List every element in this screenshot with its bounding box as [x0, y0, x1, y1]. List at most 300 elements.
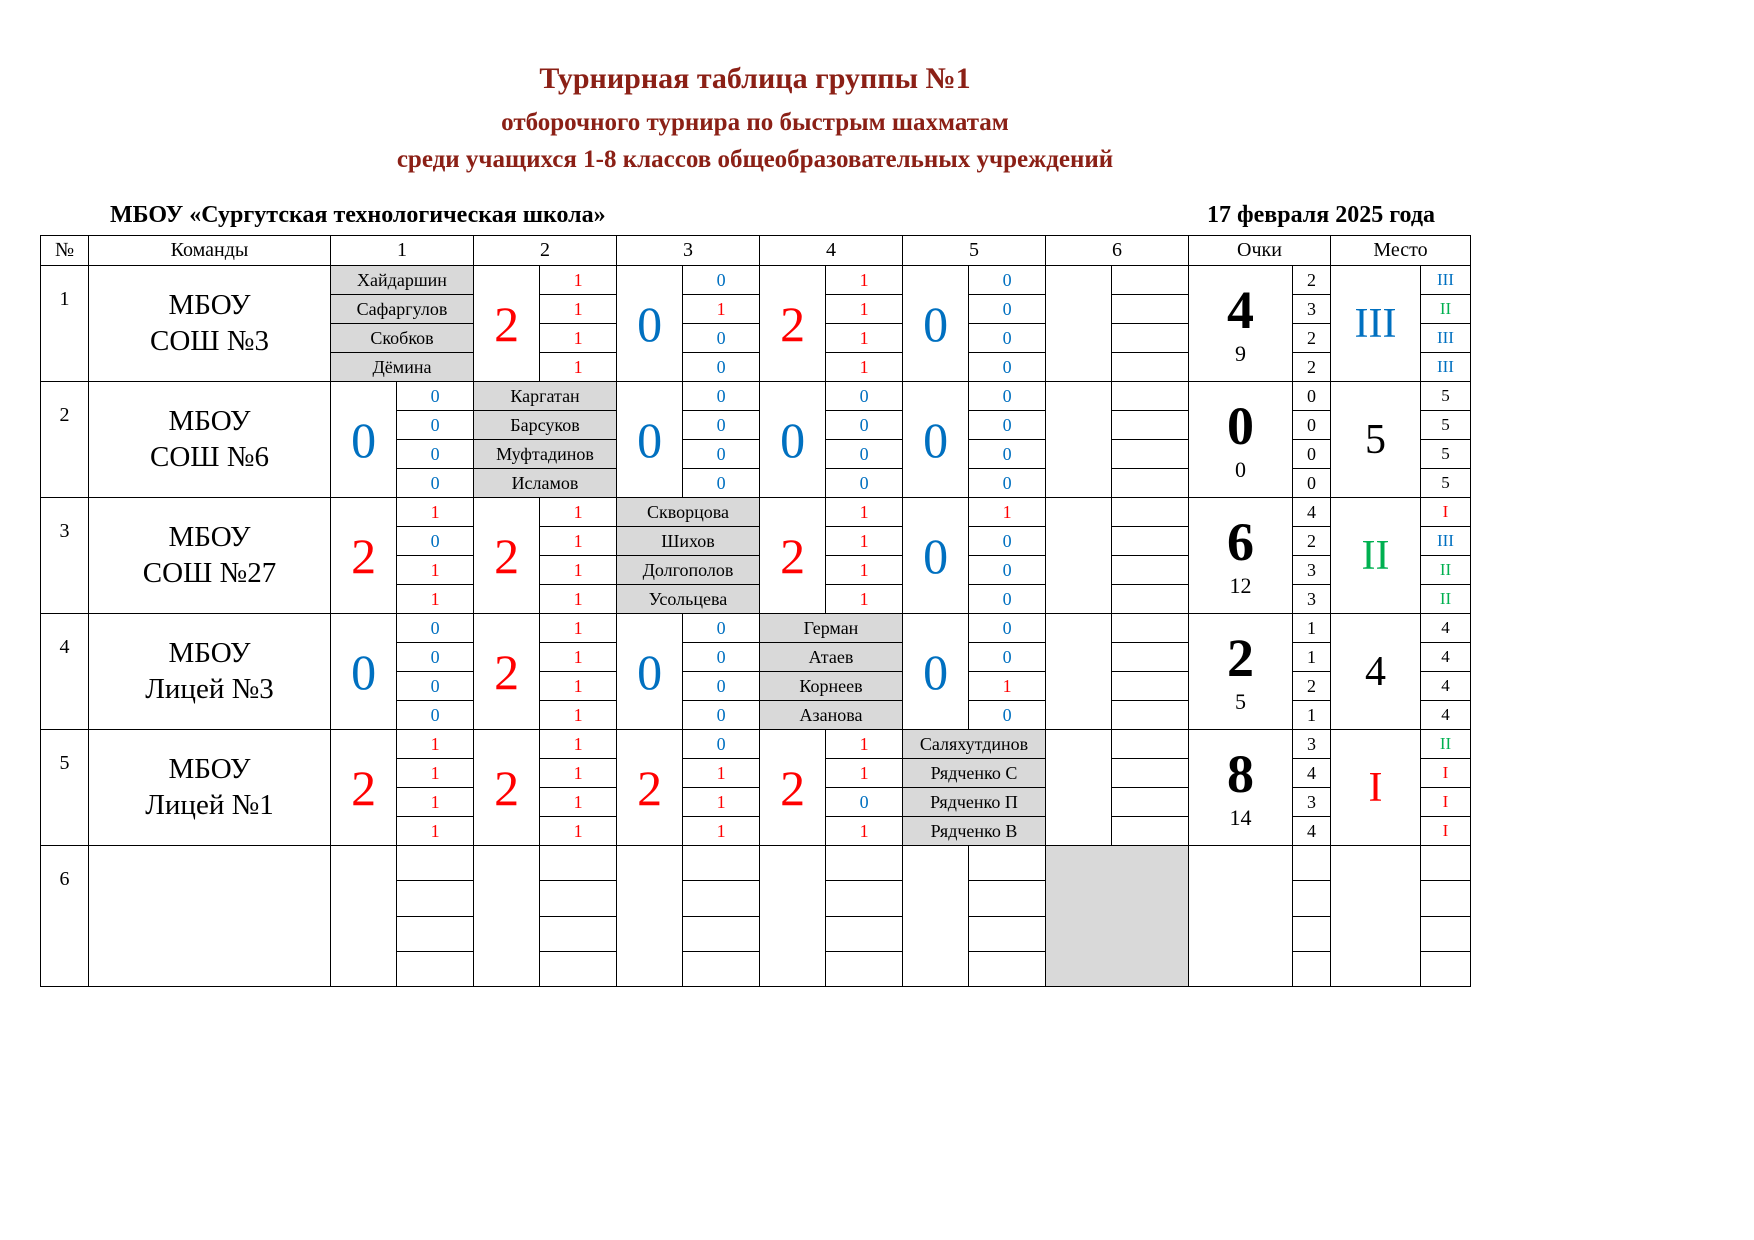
game-score: 0	[969, 527, 1045, 556]
player-name: Саляхутдинов	[903, 730, 1045, 759]
col-header-round-4: 4	[760, 236, 903, 266]
players-cell	[1046, 846, 1188, 986]
game-score: 1	[540, 672, 616, 701]
match-cell	[760, 730, 902, 845]
players-cell	[903, 730, 1045, 845]
team-name-line: СОШ №3	[150, 324, 269, 357]
match-total-score	[1046, 382, 1111, 497]
match-game-scores	[968, 614, 1045, 729]
team-row	[41, 614, 1471, 730]
match-total-score: 0	[780, 411, 806, 468]
game-score	[1112, 353, 1188, 381]
player-points: 1	[1293, 643, 1330, 672]
place-total: 4	[1364, 648, 1386, 695]
player-name: Азанова	[760, 701, 902, 729]
players-cell	[474, 382, 616, 497]
match-game-scores	[825, 498, 902, 613]
points-wrap	[1189, 382, 1330, 497]
player-points: 3	[1293, 556, 1330, 585]
team-number: 3	[59, 520, 70, 542]
match-cell	[331, 846, 473, 986]
points-total: 8	[1226, 743, 1254, 804]
game-score: 1	[826, 527, 902, 556]
match-game-scores	[968, 846, 1045, 986]
team-name-line: СОШ №6	[150, 440, 269, 473]
player-name: Рядченко С	[903, 759, 1045, 788]
match-total-score: 2	[351, 527, 377, 584]
points-total: 2	[1226, 627, 1254, 688]
place-cell	[1331, 498, 1471, 614]
team-row	[41, 382, 1471, 498]
team-number-cell	[41, 730, 89, 846]
place-per-player	[1420, 730, 1470, 845]
team-row	[41, 498, 1471, 614]
match-game-scores	[396, 730, 473, 845]
match-total-score	[474, 846, 539, 986]
player-points: 3	[1293, 730, 1330, 759]
player-place: II	[1439, 589, 1452, 608]
game-score: 0	[969, 440, 1045, 469]
player-name: Дёмина	[331, 353, 473, 381]
round-cell	[760, 730, 903, 846]
player-place: I	[1421, 759, 1470, 788]
match-cell	[1046, 266, 1188, 381]
team-number: 2	[59, 404, 70, 426]
points-sum: 14	[1229, 804, 1252, 830]
match-total-score: 2	[494, 295, 520, 352]
player-name: Рядченко П	[903, 788, 1045, 817]
match-cell	[903, 266, 1045, 381]
match-cell	[903, 498, 1045, 613]
round-cell	[331, 730, 474, 846]
match-cell	[1046, 382, 1188, 497]
game-score: 0	[397, 527, 473, 556]
game-score: 1	[397, 498, 473, 527]
place-wrap	[1331, 846, 1470, 986]
game-score	[969, 846, 1045, 881]
school-name: МБОУ «Сургутская технологическая школа»	[110, 202, 606, 228]
player-name: Хайдаршин	[331, 266, 473, 295]
team-name-line: МБОУ	[168, 637, 251, 670]
col-header-round-5: 5	[903, 236, 1046, 266]
round-cell	[474, 730, 617, 846]
player-place	[1421, 846, 1470, 881]
match-game-scores	[396, 614, 473, 729]
game-score: 1	[573, 820, 583, 841]
team-name-cell	[89, 846, 331, 987]
game-score	[540, 952, 616, 986]
round-cell	[617, 730, 760, 846]
round-cell	[617, 266, 760, 382]
player-name: Сафаргулов	[331, 295, 473, 324]
game-score: 0	[969, 643, 1045, 672]
game-score: 0	[969, 614, 1045, 643]
player-place: III	[1421, 266, 1470, 295]
game-score: 0	[397, 643, 473, 672]
player-points: 2	[1293, 527, 1330, 556]
game-score: 1	[397, 730, 473, 759]
round-cell	[1046, 382, 1189, 498]
player-name: Долгополов	[617, 556, 759, 585]
game-score	[540, 846, 616, 881]
col-header-points: Очки	[1189, 236, 1331, 266]
place-total: II	[1361, 532, 1390, 579]
match-total-score: 0	[351, 643, 377, 700]
game-score: 0	[683, 614, 759, 643]
match-cell	[760, 382, 902, 497]
game-score: 0	[1002, 356, 1012, 377]
points-sum: 9	[1234, 340, 1246, 366]
points-total: 6	[1226, 511, 1254, 572]
game-score: 1	[540, 788, 616, 817]
game-score	[1112, 324, 1188, 353]
points-total-area	[1189, 266, 1292, 381]
place-cell	[1331, 266, 1471, 382]
round-cell	[760, 382, 903, 498]
players-cell	[760, 614, 902, 729]
player-place: 4	[1441, 705, 1450, 724]
points-per-player	[1292, 382, 1330, 497]
page-title: Турнирная таблица группы №1	[539, 62, 971, 95]
team-number: 6	[59, 868, 70, 890]
match-total-score	[1046, 614, 1111, 729]
game-score: 0	[716, 704, 726, 725]
match-total-score: 0	[923, 643, 949, 700]
team-name	[89, 266, 330, 381]
game-score: 0	[969, 266, 1045, 295]
player-name: Скобков	[331, 324, 473, 353]
game-score	[826, 881, 902, 916]
game-score: 1	[540, 556, 616, 585]
place-total	[1331, 846, 1420, 986]
round-cell	[331, 382, 474, 498]
points-sum: 0	[1234, 456, 1246, 482]
place-wrap	[1331, 498, 1470, 613]
game-score: 0	[969, 324, 1045, 353]
game-score: 1	[540, 266, 616, 295]
match-game-scores	[682, 730, 759, 845]
team-row	[41, 730, 1471, 846]
match-game-scores	[539, 266, 616, 381]
game-score	[397, 917, 473, 952]
points-wrap	[1189, 730, 1330, 845]
match-game-scores	[539, 498, 616, 613]
game-score	[1112, 440, 1188, 469]
match-total-score	[1046, 498, 1111, 613]
points-total: 0	[1226, 395, 1254, 456]
place-wrap	[1331, 266, 1470, 381]
match-cell	[331, 730, 473, 845]
game-score	[1112, 701, 1188, 729]
game-score: 0	[969, 411, 1045, 440]
game-score	[683, 917, 759, 952]
match-cell	[760, 266, 902, 381]
player-points	[1293, 846, 1330, 881]
game-score	[683, 881, 759, 916]
player-place: II	[1421, 556, 1470, 585]
game-score	[1112, 411, 1188, 440]
game-score: 1	[859, 820, 869, 841]
points-per-player	[1292, 730, 1330, 845]
round-cell	[1046, 614, 1189, 730]
page-subtitle-1: отборочного турнира по быстрым шахматам	[501, 109, 1009, 136]
team-name-line: Лицей №3	[145, 672, 274, 705]
game-score	[1112, 498, 1188, 527]
game-score: 0	[683, 324, 759, 353]
game-score: 0	[826, 382, 902, 411]
player-place: III	[1436, 357, 1454, 376]
table-body	[41, 266, 1471, 987]
match-cell	[1046, 614, 1188, 729]
points-per-player	[1292, 846, 1330, 986]
game-score: 0	[683, 643, 759, 672]
game-score: 1	[826, 730, 902, 759]
place-per-player	[1420, 614, 1470, 729]
player-place: 4	[1421, 643, 1470, 672]
match-total-score	[1046, 266, 1111, 381]
team-number: 4	[59, 636, 70, 658]
game-score: 0	[716, 356, 726, 377]
player-points	[1293, 881, 1330, 916]
points-total-area	[1189, 498, 1292, 613]
game-score	[1112, 527, 1188, 556]
round-cell	[474, 382, 617, 498]
col-header-number: №	[41, 236, 89, 266]
game-score: 0	[397, 440, 473, 469]
place-total: I	[1368, 764, 1383, 811]
points-total-area	[1189, 614, 1292, 729]
player-points	[1293, 917, 1330, 952]
game-score	[683, 952, 759, 986]
match-cell	[1046, 498, 1188, 613]
player-place: 5	[1421, 411, 1470, 440]
match-game-scores	[396, 498, 473, 613]
game-score	[1112, 672, 1188, 701]
game-score: 1	[540, 614, 616, 643]
match-total-score: 2	[494, 759, 520, 816]
game-score: 1	[683, 788, 759, 817]
game-score	[1112, 585, 1188, 613]
player-points: 3	[1306, 588, 1316, 609]
game-score: 1	[430, 820, 440, 841]
match-cell	[617, 846, 759, 986]
points-total-area	[1189, 730, 1292, 845]
match-total-score: 0	[923, 527, 949, 584]
points-cell	[1189, 382, 1331, 498]
player-name: Скворцова	[617, 498, 759, 527]
place-per-player	[1420, 498, 1470, 613]
match-game-scores	[968, 498, 1045, 613]
round-cell	[903, 846, 1046, 987]
team-number: 5	[59, 752, 70, 774]
match-total-score: 0	[637, 295, 663, 352]
tournament-table	[40, 235, 1471, 987]
match-game-scores	[1111, 382, 1188, 497]
round-cell	[760, 614, 903, 730]
game-score: 1	[540, 759, 616, 788]
player-points: 2	[1306, 356, 1316, 377]
team-number-cell	[41, 382, 89, 498]
match-game-scores	[682, 266, 759, 381]
match-game-scores	[539, 730, 616, 845]
page-content	[40, 0, 1470, 987]
match-cell	[474, 614, 616, 729]
match-total-score: 2	[637, 759, 663, 816]
game-score: 0	[683, 730, 759, 759]
player-points: 1	[1306, 704, 1316, 725]
place-wrap	[1331, 730, 1470, 845]
match-total-score	[1046, 730, 1111, 845]
team-number-cell	[41, 498, 89, 614]
player-place: I	[1421, 788, 1470, 817]
round-cell	[903, 730, 1046, 846]
team-name	[89, 614, 330, 729]
player-points: 2	[1293, 672, 1330, 701]
match-cell	[617, 382, 759, 497]
player-name: Корнеев	[760, 672, 902, 701]
game-score	[969, 917, 1045, 952]
round-cell	[903, 382, 1046, 498]
player-points: 2	[1293, 324, 1330, 353]
match-total-score: 2	[780, 759, 806, 816]
game-score: 0	[1002, 472, 1012, 493]
player-place: 4	[1421, 614, 1470, 643]
col-header-teams: Команды	[89, 236, 331, 266]
game-score	[397, 846, 473, 881]
match-total-score	[617, 846, 682, 986]
match-cell	[474, 498, 616, 613]
round-cell	[1046, 730, 1189, 846]
match-total-score: 2	[494, 527, 520, 584]
game-score: 0	[397, 672, 473, 701]
game-score: 1	[430, 588, 440, 609]
round-cell	[1046, 846, 1189, 987]
match-total-score: 2	[780, 295, 806, 352]
game-score	[397, 881, 473, 916]
match-game-scores	[539, 846, 616, 986]
player-place: I	[1442, 821, 1449, 840]
team-name	[89, 498, 330, 613]
round-cell	[474, 498, 617, 614]
match-game-scores	[825, 846, 902, 986]
game-score: 0	[969, 295, 1045, 324]
points-cell	[1189, 846, 1331, 987]
team-name-cell	[89, 498, 331, 614]
game-score: 1	[540, 324, 616, 353]
game-score: 0	[826, 411, 902, 440]
game-score: 1	[573, 356, 583, 377]
match-cell	[331, 498, 473, 613]
match-game-scores	[1111, 498, 1188, 613]
match-game-scores	[539, 614, 616, 729]
game-score: 1	[859, 588, 869, 609]
game-score	[1112, 817, 1188, 845]
game-score: 1	[826, 266, 902, 295]
match-cell	[617, 730, 759, 845]
team-name	[89, 730, 330, 845]
game-score	[1112, 266, 1188, 295]
match-game-scores	[1111, 614, 1188, 729]
player-place: 4	[1421, 672, 1470, 701]
player-points: 0	[1293, 440, 1330, 469]
match-total-score: 0	[637, 411, 663, 468]
player-place: 5	[1421, 382, 1470, 411]
tournament-date: 17 февраля 2025 года	[1207, 202, 1435, 228]
game-score	[1112, 469, 1188, 497]
team-name-cell	[89, 614, 331, 730]
game-score: 0	[683, 672, 759, 701]
round-cell	[760, 266, 903, 382]
game-score: 1	[573, 704, 583, 725]
match-game-scores	[682, 614, 759, 729]
match-cell	[903, 614, 1045, 729]
game-score	[1112, 730, 1188, 759]
subheader	[40, 202, 1470, 229]
match-cell	[903, 846, 1045, 986]
player-name: Шихов	[617, 527, 759, 556]
game-score: 0	[826, 788, 902, 817]
team-name-cell	[89, 266, 331, 382]
points-total-area	[1189, 382, 1292, 497]
player-name: Исламов	[474, 469, 616, 497]
player-points: 0	[1293, 382, 1330, 411]
match-total-score	[331, 846, 396, 986]
game-score: 0	[683, 411, 759, 440]
points-cell	[1189, 266, 1331, 382]
round-cell	[331, 266, 474, 382]
game-score	[540, 917, 616, 952]
game-score	[1112, 382, 1188, 411]
round-cell	[617, 614, 760, 730]
game-score: 1	[397, 556, 473, 585]
game-score	[969, 881, 1045, 916]
match-cell	[760, 846, 902, 986]
game-score: 0	[430, 472, 440, 493]
match-total-score	[760, 846, 825, 986]
place-per-player	[1420, 266, 1470, 381]
game-score	[826, 952, 902, 986]
game-score: 0	[683, 266, 759, 295]
game-score: 0	[430, 704, 440, 725]
points-cell	[1189, 614, 1331, 730]
match-game-scores	[682, 846, 759, 986]
player-place: 5	[1421, 440, 1470, 469]
points-sum: 5	[1234, 688, 1246, 714]
match-cell	[474, 730, 616, 845]
game-score	[540, 881, 616, 916]
match-total-score: 2	[780, 527, 806, 584]
points-sum: 12	[1229, 572, 1252, 598]
player-points: 4	[1306, 820, 1316, 841]
match-cell	[474, 266, 616, 381]
round-cell	[331, 614, 474, 730]
points-cell	[1189, 498, 1331, 614]
round-cell	[1046, 498, 1189, 614]
match-total-score: 0	[351, 411, 377, 468]
game-score: 0	[826, 440, 902, 469]
title-block	[40, 0, 1470, 174]
player-place	[1421, 881, 1470, 916]
place-total: III	[1354, 300, 1397, 347]
player-place: 5	[1441, 473, 1450, 492]
game-score: 1	[573, 588, 583, 609]
player-name: Атаев	[760, 643, 902, 672]
team-name-cell	[89, 382, 331, 498]
game-score: 1	[540, 527, 616, 556]
round-cell	[331, 498, 474, 614]
match-total-score: 0	[923, 295, 949, 352]
team-number-cell	[41, 846, 89, 987]
